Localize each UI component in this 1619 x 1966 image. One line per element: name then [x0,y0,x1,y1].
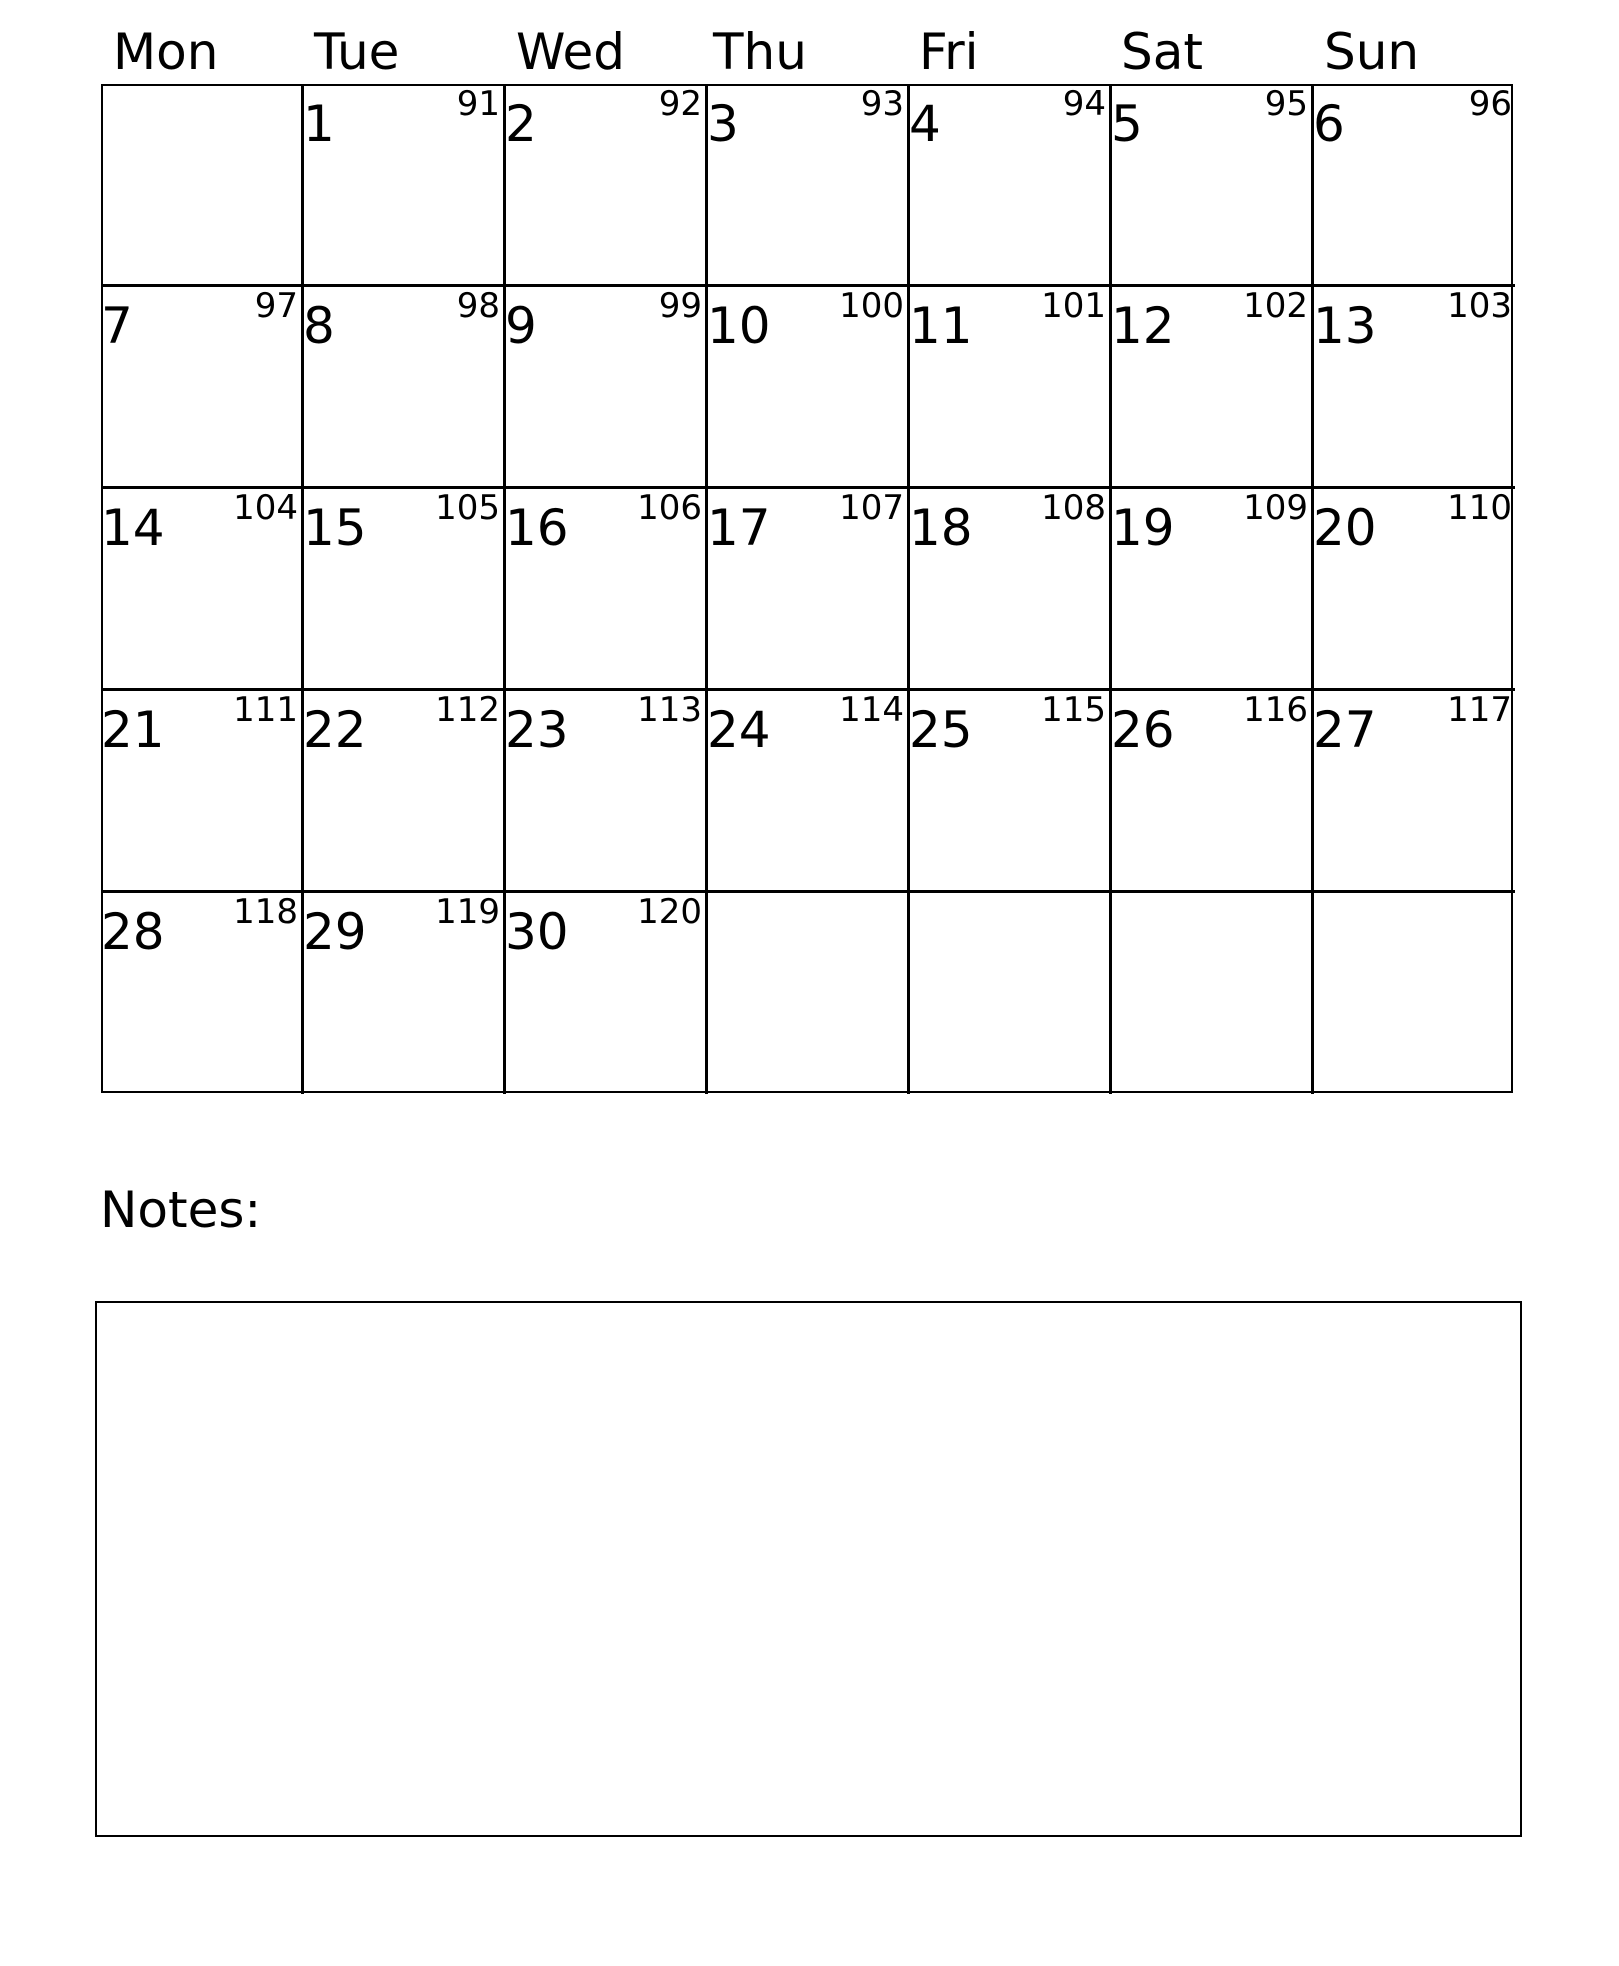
day-of-year-number: 106 [637,488,702,528]
day-of-year-number: 109 [1243,488,1308,528]
day-number: 10 [707,297,771,355]
day-number: 2 [505,95,537,153]
day-of-year-number: 98 [456,286,500,326]
weekday-tue: Tue [314,23,400,81]
day-number: 7 [101,297,133,355]
day-number: 4 [909,95,941,153]
calendar-day-26[interactable] [1111,690,1314,893]
calendar-empty-cell[interactable] [1111,892,1314,1094]
day-of-year-number: 99 [658,286,702,326]
day-number: 22 [303,701,367,759]
calendar-day-21[interactable] [101,690,304,893]
day-number: 23 [505,701,569,759]
calendar-day-24[interactable] [707,690,910,893]
calendar-empty-cell[interactable] [1313,892,1515,1094]
day-of-year-number: 113 [637,690,702,730]
day-number: 5 [1111,95,1143,153]
notes-label: Notes: [100,1181,262,1239]
weekday-fri: Fri [919,23,979,81]
day-of-year-number: 92 [658,84,702,124]
day-of-year-number: 117 [1447,690,1512,730]
calendar-day-3[interactable] [707,84,910,287]
calendar-day-1[interactable] [303,84,506,287]
day-number: 16 [505,499,569,557]
weekday-thu: Thu [713,23,807,81]
day-of-year-number: 97 [254,286,298,326]
day-number: 20 [1313,499,1377,557]
day-number: 26 [1111,701,1175,759]
calendar-day-22[interactable] [303,690,506,893]
weekday-header [101,22,1513,82]
calendar-day-29[interactable] [303,892,506,1094]
calendar-day-27[interactable] [1313,690,1515,893]
day-of-year-number: 120 [637,892,702,932]
calendar-day-10[interactable] [707,286,910,489]
calendar-empty-cell[interactable] [101,84,304,287]
day-of-year-number: 105 [435,488,500,528]
day-of-year-number: 112 [435,690,500,730]
day-number: 24 [707,701,771,759]
day-of-year-number: 110 [1447,488,1512,528]
day-of-year-number: 118 [233,892,298,932]
day-of-year-number: 111 [233,690,298,730]
weekday-wed: Wed [516,23,626,81]
weekday-sat: Sat [1121,23,1203,81]
day-of-year-number: 119 [435,892,500,932]
day-number: 27 [1313,701,1377,759]
calendar-day-28[interactable] [101,892,304,1094]
day-number: 1 [303,95,335,153]
calendar-day-8[interactable] [303,286,506,489]
day-of-year-number: 103 [1447,286,1512,326]
calendar-day-11[interactable] [909,286,1112,489]
calendar-empty-cell[interactable] [909,892,1112,1094]
calendar-day-15[interactable] [303,488,506,691]
day-of-year-number: 101 [1041,286,1106,326]
day-number: 9 [505,297,537,355]
day-of-year-number: 102 [1243,286,1308,326]
day-of-year-number: 115 [1041,690,1106,730]
calendar-day-14[interactable] [101,488,304,691]
calendar-day-23[interactable] [505,690,708,893]
day-of-year-number: 94 [1062,84,1106,124]
calendar-day-5[interactable] [1111,84,1314,287]
day-number: 3 [707,95,739,153]
calendar-day-30[interactable] [505,892,708,1094]
day-number: 29 [303,903,367,961]
calendar-grid [101,84,1513,1093]
day-of-year-number: 96 [1468,84,1512,124]
calendar-empty-cell[interactable] [707,892,910,1094]
day-number: 14 [101,499,165,557]
calendar-day-7[interactable] [101,286,304,489]
calendar-day-9[interactable] [505,286,708,489]
day-number: 30 [505,903,569,961]
day-number: 8 [303,297,335,355]
day-number: 25 [909,701,973,759]
calendar-day-25[interactable] [909,690,1112,893]
day-number: 17 [707,499,771,557]
day-number: 19 [1111,499,1175,557]
calendar-day-4[interactable] [909,84,1112,287]
day-of-year-number: 108 [1041,488,1106,528]
weekday-mon: Mon [113,23,219,81]
day-of-year-number: 114 [839,690,904,730]
day-number: 21 [101,701,165,759]
day-number: 11 [909,297,973,355]
calendar-day-17[interactable] [707,488,910,691]
day-of-year-number: 95 [1264,84,1308,124]
day-number: 6 [1313,95,1345,153]
calendar-day-19[interactable] [1111,488,1314,691]
day-of-year-number: 104 [233,488,298,528]
day-of-year-number: 116 [1243,690,1308,730]
calendar-day-2[interactable] [505,84,708,287]
day-number: 18 [909,499,973,557]
day-of-year-number: 93 [860,84,904,124]
calendar-day-16[interactable] [505,488,708,691]
day-number: 15 [303,499,367,557]
calendar-day-6[interactable] [1313,84,1515,287]
notes-box[interactable] [95,1301,1522,1837]
day-number: 28 [101,903,165,961]
calendar-day-13[interactable] [1313,286,1515,489]
calendar-day-12[interactable] [1111,286,1314,489]
day-of-year-number: 100 [839,286,904,326]
calendar-day-20[interactable] [1313,488,1515,691]
day-number: 12 [1111,297,1175,355]
calendar-day-18[interactable] [909,488,1112,691]
weekday-sun: Sun [1324,23,1420,81]
day-of-year-number: 107 [839,488,904,528]
day-number: 13 [1313,297,1377,355]
day-of-year-number: 91 [456,84,500,124]
